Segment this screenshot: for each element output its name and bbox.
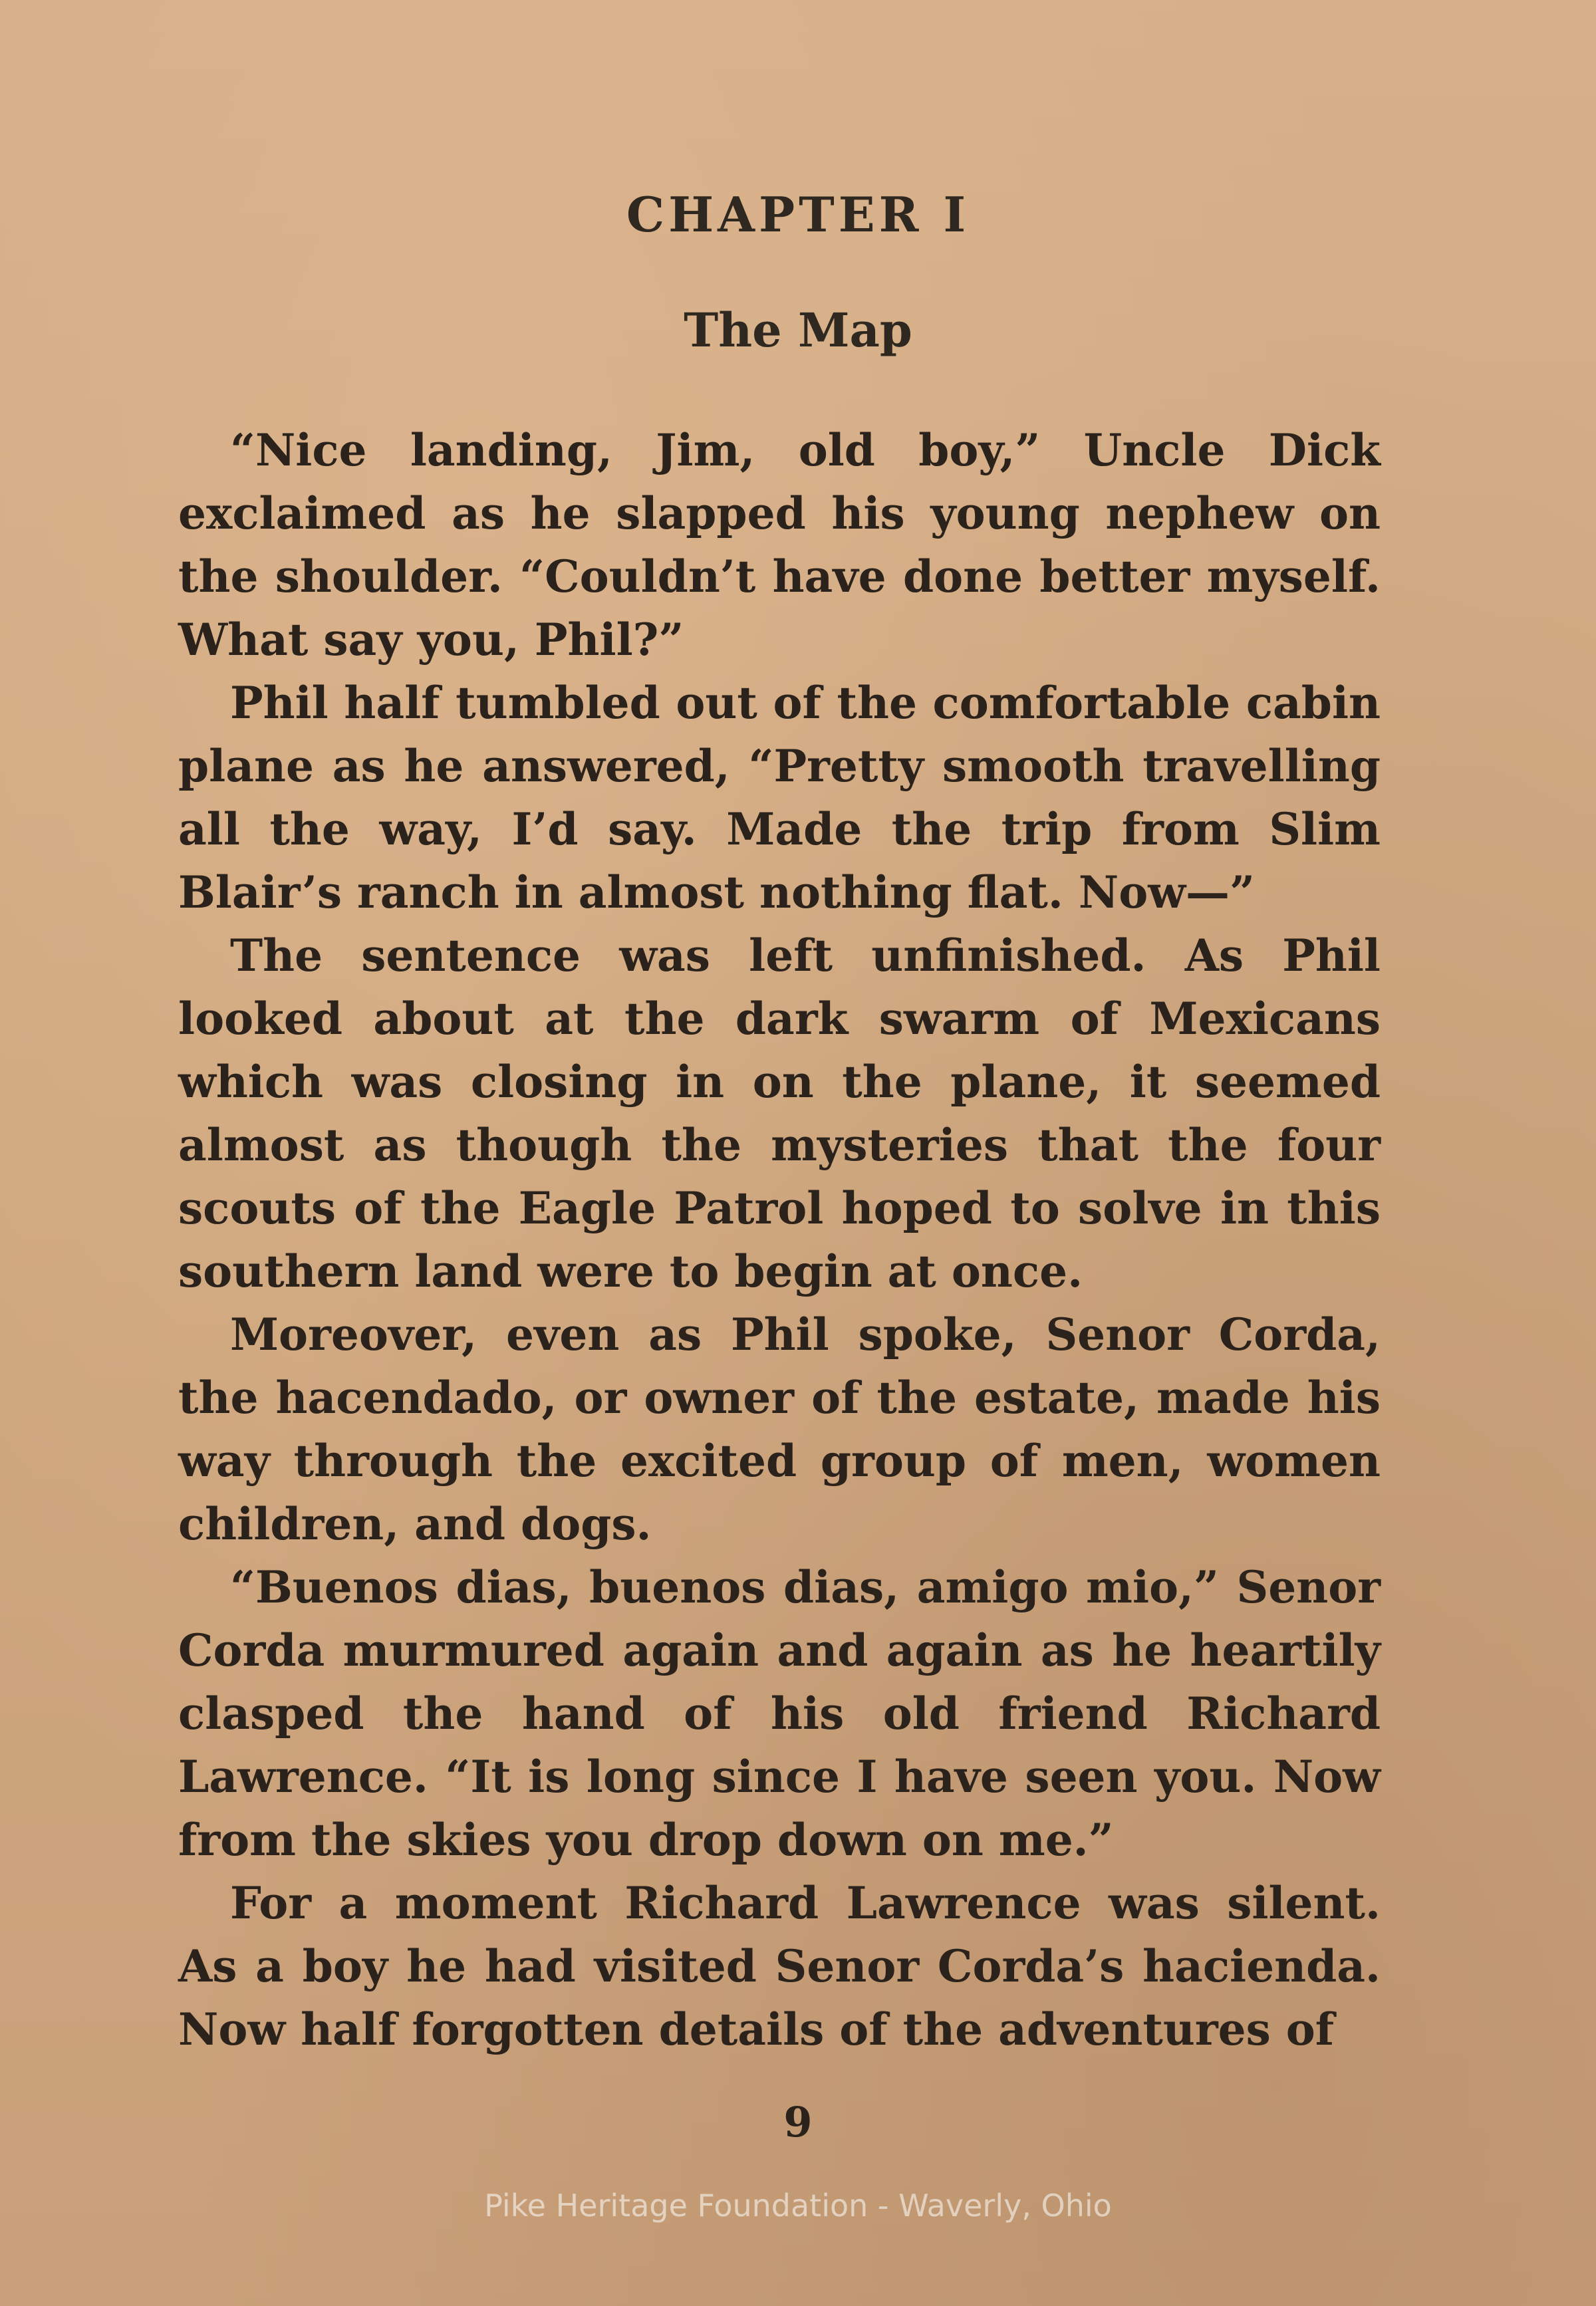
paragraph: Phil half tumbled out of the comfortable cabin plane as he answered, “Pretty smooth travelling all the way, I’d say. Made the trip from Slim Blair’s ranch in almost nothing flat. Now—”: [178, 677, 1381, 918]
paragraph: The sentence was left unfinished. As Phil looked about at the dark swarm of Mexicans which was closing in on the plane, it seemed almost as though the mysteries that the four scouts of the Eagle Patrol hoped to solve in this southern land were to begin at once.: [178, 930, 1381, 1297]
page-number: 9: [783, 2098, 813, 2146]
watermark: Pike Heritage Foundation - Waverly, Ohio: [484, 2188, 1112, 2224]
paragraph: “Buenos dias, buenos dias, amigo mio,” Senor Corda murmured again and again as he heartily clasped the hand of his old friend Richard Lawrence. “It is long since I have seen you. Now from the skies you drop down on me.”: [178, 1561, 1381, 1866]
paragraph: “Nice landing, Jim, old boy,” Uncle Dick exclaimed as he slapped his young nephew on the shoulder. “Couldn’t have done better myself. What say you, Phil?”: [178, 424, 1381, 666]
chapter-title: The Map: [684, 303, 912, 358]
body-text: [178, 419, 1381, 2061]
paragraph: For a moment Richard Lawrence was silent. As a boy he had visited Senor Corda’s hacienda. Now half forgotten details of the adventures of: [178, 1877, 1381, 2055]
chapter-heading: CHAPTER I: [626, 186, 970, 243]
paragraph: Moreover, even as Phil spoke, Senor Corda, the hacendado, or owner of the estate, made his way through the excited group of men, women children, and dogs.: [178, 1309, 1381, 1550]
